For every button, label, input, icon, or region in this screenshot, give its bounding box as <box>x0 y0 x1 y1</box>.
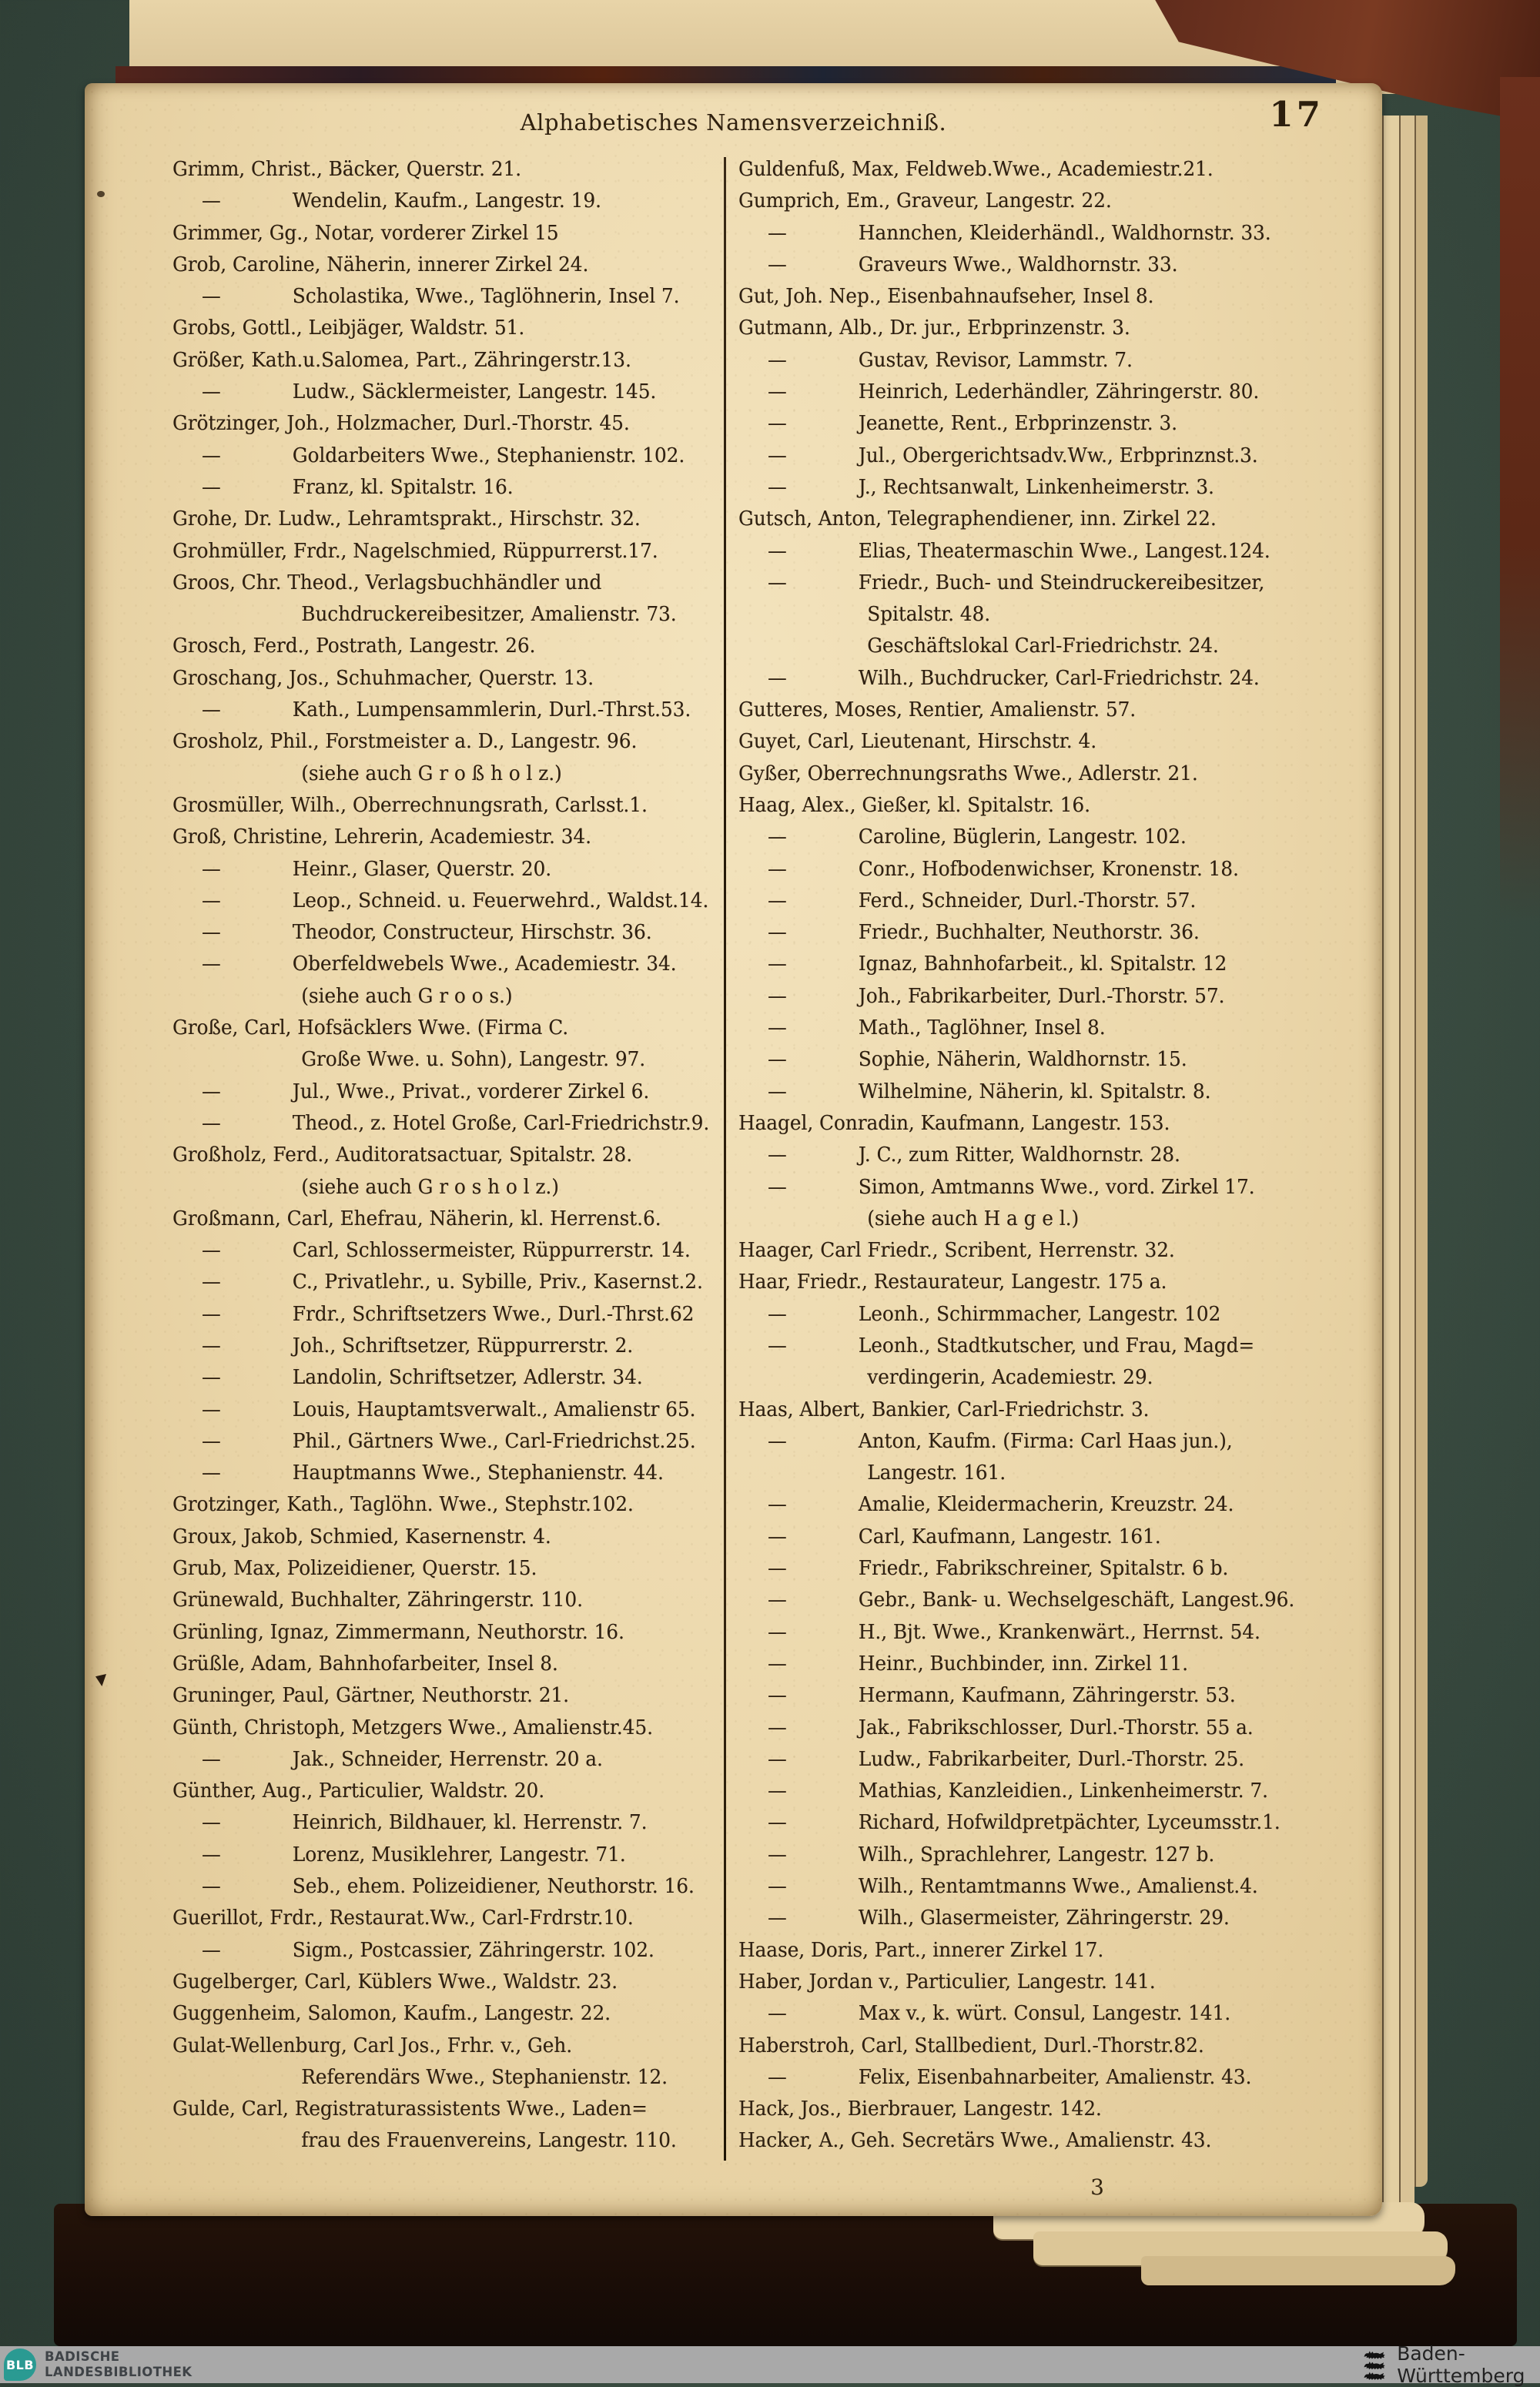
ditto-dash: — <box>202 1239 221 1263</box>
entry-line <box>738 2062 1328 2094</box>
ditto-dash: — <box>768 666 787 690</box>
entry-line <box>738 854 1328 886</box>
ditto-dash: — <box>202 1398 221 1421</box>
entry-line <box>172 1299 696 1331</box>
ditto-dash: — <box>768 1620 787 1644</box>
entry-line <box>738 345 1328 377</box>
entry-line <box>738 1840 1328 1871</box>
entry-text: Wendelin, Kaufm., Langestr. 19. <box>292 189 601 213</box>
entry-text: Wilh., Rentamtmanns Wwe., Amalienst.4. <box>858 1875 1258 1899</box>
entry-text: Jul., Wwe., Privat., vorderer Zirkel 6. <box>292 1080 650 1103</box>
entry-text: Ludw., Fabrikarbeiter, Durl.-Thorstr. 25. <box>858 1747 1245 1771</box>
entry-text: Franz, kl. Spitalstr. 16. <box>292 475 514 499</box>
ditto-dash: — <box>202 1334 221 1358</box>
entry-line: Haber, Jordan v., Particulier, Langestr. 141. <box>738 1970 1156 1994</box>
entries-column-left <box>172 154 724 2161</box>
entry-text: C., Privatlehr., u. Sybille, Priv., Kasernst.2. <box>292 1270 703 1294</box>
margin-mark <box>97 191 105 197</box>
entry-text: Friedr., Buch- und Steindruckereibesitzer, <box>858 571 1265 594</box>
entry-text: Heinrich, Bildhauer, kl. Herrenstr. 7. <box>292 1811 648 1835</box>
entry-line <box>172 1840 696 1871</box>
entry-text: Theod., z. Hotel Große, Carl-Friedrichstr.9. <box>292 1111 710 1135</box>
entry-line: Haar, Friedr., Restaurateur, Langestr. 175 a. <box>738 1270 1167 1294</box>
entry-line: verdingerin, Academiestr. 29. <box>867 1366 1153 1390</box>
ditto-dash: — <box>202 1875 221 1899</box>
entry-text: Hermann, Kaufmann, Zähringerstr. 53. <box>858 1684 1236 1708</box>
entry-text: Wilh., Sprachlehrer, Langestr. 127 b. <box>858 1843 1215 1866</box>
entry-line <box>738 1776 1328 1807</box>
entry-line: Grüßle, Adam, Bahnhofarbeiter, Insel 8. <box>172 1652 558 1676</box>
entry-line <box>738 1744 1328 1776</box>
entry-line <box>172 886 709 917</box>
ditto-dash: — <box>202 1270 221 1294</box>
entry-line: Haagel, Conradin, Kaufmann, Langestr. 153. <box>738 1111 1170 1135</box>
ditto-dash: — <box>768 571 787 594</box>
ditto-dash: — <box>202 1938 221 1962</box>
entry-text: Ferd., Schneider, Durl.-Thorstr. 57. <box>858 889 1197 912</box>
entry-line <box>738 1617 1328 1649</box>
entry-text: Elias, Theatermaschin Wwe., Langest.124. <box>858 539 1270 563</box>
entry-line: Grosholz, Phil., Forstmeister a. D., Langestr. 96. <box>172 730 638 754</box>
entry-line: Grob, Caroline, Näherin, innerer Zirkel 24. <box>172 253 589 276</box>
ditto-dash: — <box>202 380 221 404</box>
ditto-dash: — <box>768 1525 787 1548</box>
ditto-dash: — <box>768 1907 787 1930</box>
entry-line <box>172 1935 696 1967</box>
ditto-dash: — <box>768 1843 787 1866</box>
entry-line: Grotzinger, Kath., Taglöhn. Wwe., Stephstr.102. <box>172 1493 634 1517</box>
ditto-dash: — <box>768 2002 787 2026</box>
ditto-dash: — <box>768 1175 787 1199</box>
entry-line <box>172 1426 696 1458</box>
entry-text: Hannchen, Kleiderhändl., Waldhornstr. 33. <box>858 221 1271 245</box>
entry-line: Großholz, Ferd., Auditoratsactuar, Spitalstr. 28. <box>172 1143 633 1167</box>
entry-line <box>738 1871 1328 1903</box>
entry-text: Seb., ehem. Polizeidiener, Neuthorstr. 16. <box>292 1875 695 1899</box>
entry-line: Spitalstr. 48. <box>867 603 991 627</box>
entry-text: Louis, Hauptamtsverwalt., Amalienstr 65. <box>292 1398 696 1421</box>
entry-line <box>738 917 1328 949</box>
entry-line: Guldenfuß, Max, Feldweb.Wwe., Academiestr.21. <box>738 158 1214 181</box>
ditto-dash: — <box>768 921 787 945</box>
ditto-dash: — <box>202 285 221 309</box>
entry-line <box>738 1426 1328 1458</box>
entry-line <box>172 854 696 886</box>
ditto-dash: — <box>768 952 787 976</box>
entry-line: Gruninger, Paul, Gärtner, Neuthorstr. 21. <box>172 1684 569 1708</box>
entry-text: Simon, Amtmanns Wwe., vord. Zirkel 17. <box>858 1175 1255 1199</box>
scanned-page <box>85 83 1382 2216</box>
page-edge-strip <box>1414 116 1428 2187</box>
page-edge-strip <box>1399 116 1414 2219</box>
entry-text: Lorenz, Musiklehrer, Langestr. 71. <box>292 1843 626 1866</box>
entry-line: Gugelberger, Carl, Küblers Wwe., Waldstr. 23. <box>172 1970 618 1994</box>
entry-line: Gyßer, Oberrechnungsraths Wwe., Adlerstr. 21. <box>738 762 1198 785</box>
ditto-dash: — <box>768 1875 787 1899</box>
entry-line: Haager, Carl Friedr., Scribent, Herrenstr. 32. <box>738 1239 1175 1263</box>
entry-line <box>172 695 696 726</box>
entry-line: Grimmer, Gg., Notar, vorderer Zirkel 15 <box>172 221 559 245</box>
entry-text: Leonh., Schirmmacher, Langestr. 102 <box>858 1302 1221 1326</box>
entry-line: Groos, Chr. Theod., Verlagsbuchhändler und <box>172 571 602 594</box>
ditto-dash: — <box>202 1429 221 1453</box>
library-name-line2: LANDESBIBLIOTHEK <box>45 2365 192 2379</box>
entry-text: Ludw., Säcklermeister, Langestr. 145. <box>292 380 657 404</box>
entry-text: J., Rechtsanwalt, Linkenheimerstr. 3. <box>858 475 1214 499</box>
entry-line <box>172 1108 710 1140</box>
state-branding <box>1363 2342 1540 2387</box>
entry-text: Conr., Hofbodenwichser, Kronenstr. 18. <box>858 857 1239 881</box>
ditto-dash: — <box>768 253 787 276</box>
state-logo-label: Baden-Württemberg <box>1397 2342 1525 2387</box>
entry-line: Grimm, Christ., Bäcker, Querstr. 21. <box>172 158 522 181</box>
entry-text: Sigm., Postcassier, Zähringerstr. 102. <box>292 1938 654 1962</box>
ditto-dash: — <box>768 475 787 499</box>
ditto-dash: — <box>202 1111 221 1135</box>
entry-text: Carl, Schlossermeister, Rüppurrerstr. 14. <box>292 1239 691 1263</box>
entry-line: (siehe auch G r o s h o l z.) <box>301 1175 559 1199</box>
column-divider-rule <box>724 157 726 2161</box>
ditto-dash: — <box>768 1747 787 1771</box>
entry-line <box>738 1649 1328 1680</box>
entry-text: Joh., Fabrikarbeiter, Durl.-Thorstr. 57. <box>858 984 1225 1008</box>
ditto-dash: — <box>768 1143 787 1167</box>
ditto-dash: — <box>202 444 221 467</box>
ditto-dash: — <box>768 1716 787 1739</box>
entry-line <box>172 1807 696 1839</box>
page-corner-stack <box>1141 2256 1455 2285</box>
entry-line <box>738 408 1328 440</box>
entry-line: Guerillot, Frdr., Restaurat.Ww., Carl-Frdrstr.10. <box>172 1907 634 1930</box>
ditto-dash: — <box>768 1302 787 1326</box>
entry-text: Gustav, Revisor, Lammstr. 7. <box>858 348 1133 372</box>
entry-text: Theodor, Constructeur, Hirschstr. 36. <box>292 921 652 945</box>
entry-line: frau des Frauenvereins, Langestr. 110. <box>301 2129 677 2153</box>
entry-line <box>172 1076 696 1108</box>
ditto-dash: — <box>768 444 787 467</box>
entry-text: Wilh., Buchdrucker, Carl-Friedrichstr. 24. <box>858 666 1260 690</box>
entry-text: Max v., k. würt. Consul, Langestr. 141. <box>858 2002 1231 2026</box>
entry-text: Wilhelmine, Näherin, kl. Spitalstr. 8. <box>858 1080 1211 1103</box>
ditto-dash: — <box>202 921 221 945</box>
ditto-dash: — <box>202 857 221 881</box>
entry-line: Grünling, Ignaz, Zimmermann, Neuthorstr. 16. <box>172 1620 624 1644</box>
entry-text: Joh., Schriftsetzer, Rüppurrerstr. 2. <box>292 1334 634 1358</box>
entry-line: (siehe auch G r o ß h o l z.) <box>301 762 562 785</box>
ditto-dash: — <box>202 475 221 499</box>
entry-line <box>738 567 1328 599</box>
entry-text: Jak., Fabrikschlosser, Durl.-Thorstr. 55 a. <box>858 1716 1254 1739</box>
entry-line: Gulde, Carl, Registraturassistents Wwe., Laden= <box>172 2097 648 2121</box>
entry-line: Referendärs Wwe., Stephanienstr. 12. <box>301 2065 668 2089</box>
ditto-dash: — <box>768 1779 787 1803</box>
entry-line: Haase, Doris, Part., innerer Zirkel 17. <box>738 1938 1104 1962</box>
entry-text: Jeanette, Rent., Erbprinzenstr. 3. <box>858 412 1177 436</box>
entry-line: Günther, Aug., Particulier, Waldstr. 20. <box>172 1779 545 1803</box>
entry-line: Haas, Albert, Bankier, Carl-Friedrichstr. 3. <box>738 1398 1150 1421</box>
entry-line <box>172 949 696 980</box>
entry-line: Günth, Christoph, Metzgers Wwe., Amalienstr.45. <box>172 1716 653 1739</box>
entry-text: Heinrich, Lederhändler, Zähringerstr. 80. <box>858 380 1260 404</box>
entry-text: Goldarbeiters Wwe., Stephanienstr. 102. <box>292 444 685 467</box>
entry-line: Gutteres, Moses, Rentier, Amalienstr. 57. <box>738 698 1137 722</box>
entry-line <box>172 440 696 472</box>
entry-text: Phil., Gärtners Wwe., Carl-Friedrichst.25. <box>292 1429 696 1453</box>
ditto-dash: — <box>202 1302 221 1326</box>
page-title: Alphabetisches Namensverzeichniß. <box>520 109 947 136</box>
entry-columns <box>172 154 1359 2161</box>
entry-line: Geschäftslokal Carl-Friedrichstr. 24. <box>867 634 1219 658</box>
entry-line <box>738 536 1328 567</box>
entry-line <box>738 1807 1328 1839</box>
entry-line: Groß, Christine, Lehrerin, Academiestr. 34. <box>172 825 591 849</box>
ditto-dash: — <box>768 1811 787 1835</box>
entry-text: Leop., Schneid. u. Feuerwehrd., Waldst.14. <box>292 889 709 912</box>
entry-line <box>738 377 1328 408</box>
entry-text: Heinr., Buchbinder, inn. Zirkel 11. <box>858 1652 1188 1676</box>
ditto-dash: — <box>768 984 787 1008</box>
entry-line: Grobs, Gottl., Leibjäger, Waldstr. 51. <box>172 316 525 340</box>
entry-text: Caroline, Büglerin, Langestr. 102. <box>858 825 1187 849</box>
ditto-dash: — <box>768 1493 787 1517</box>
ditto-dash: — <box>768 380 787 404</box>
library-name-line1: BADISCHE <box>45 2349 120 2364</box>
ditto-dash: — <box>768 412 787 436</box>
entry-line: Gumprich, Em., Graveur, Langestr. 22. <box>738 189 1112 213</box>
entry-text: Leonh., Stadtkutscher, und Frau, Magd= <box>858 1334 1255 1358</box>
entry-line: Groux, Jakob, Schmied, Kasernenstr. 4. <box>172 1525 551 1548</box>
entry-line <box>172 917 696 949</box>
entries-column-right <box>738 154 1359 2161</box>
ditto-dash: — <box>768 1016 787 1040</box>
entry-text: Gebr., Bank- u. Wechselgeschäft, Langest.96. <box>858 1589 1295 1612</box>
entry-text: Mathias, Kanzleidien., Linkenheimerstr. 7. <box>858 1779 1268 1803</box>
ditto-dash: — <box>768 1684 787 1708</box>
entry-text: Oberfeldwebels Wwe., Academiestr. 34. <box>292 952 677 976</box>
page-number: 17 <box>1269 94 1324 135</box>
ditto-dash: — <box>768 1652 787 1676</box>
ditto-dash: — <box>202 1811 221 1835</box>
entry-line: Grötzinger, Joh., Holzmacher, Durl.-Thorstr. 45. <box>172 412 630 436</box>
page-edge-strip <box>1382 116 1399 2215</box>
ditto-dash: — <box>202 889 221 912</box>
entry-text: Friedr., Buchhalter, Neuthorstr. 36. <box>858 921 1200 945</box>
ditto-dash: — <box>768 2065 787 2089</box>
entry-line <box>738 1585 1328 1616</box>
blb-logo-icon: BLB <box>4 2348 36 2381</box>
entry-line <box>738 1489 1328 1521</box>
entry-line: Guggenheim, Salomon, Kaufm., Langestr. 22. <box>172 2002 611 2026</box>
entry-text: Anton, Kaufm. (Firma: Carl Haas jun.), <box>858 1429 1233 1453</box>
ditto-dash: — <box>768 1589 787 1612</box>
entry-text: Jul., Obergerichtsadv.Ww., Erbprinznst.3. <box>858 444 1258 467</box>
entry-line: Hack, Jos., Bierbrauer, Langestr. 142. <box>738 2097 1102 2121</box>
entry-text: Scholastika, Wwe., Taglöhnerin, Insel 7. <box>292 285 680 309</box>
entry-line: Buchdruckereibesitzer, Amalienstr. 73. <box>301 603 677 627</box>
entry-text: H., Bjt. Wwe., Krankenwärt., Herrnst. 54. <box>858 1620 1260 1644</box>
entry-line: Grub, Max, Polizeidiener, Querstr. 15. <box>172 1557 537 1581</box>
entry-text: Kath., Lumpensammlerin, Durl.-Thrst.53. <box>292 698 691 722</box>
ditto-dash: — <box>202 1461 221 1485</box>
entry-line <box>172 186 696 217</box>
entry-line <box>738 1172 1328 1204</box>
entry-line: Langestr. 161. <box>867 1461 1006 1485</box>
entry-line <box>172 1744 696 1776</box>
ditto-dash: — <box>768 825 787 849</box>
entry-line <box>172 1267 703 1298</box>
entry-line: (siehe auch G r o o s.) <box>301 984 513 1008</box>
entry-line: Gutsch, Anton, Telegraphendiener, inn. Zirkel 22. <box>738 507 1217 531</box>
entry-text: Sophie, Näherin, Waldhornstr. 15. <box>858 1048 1187 1072</box>
entry-line: Guyet, Carl, Lieutenant, Hirschstr. 4. <box>738 730 1097 754</box>
entry-line: Große, Carl, Hofsäcklers Wwe. (Firma C. <box>172 1016 569 1040</box>
entry-line <box>738 1998 1328 2030</box>
entry-line: Großmann, Carl, Ehefrau, Näherin, kl. Herrenst.6. <box>172 1207 661 1230</box>
entry-line <box>172 1394 696 1426</box>
bw-lions-icon <box>1363 2348 1388 2382</box>
library-footer-bar <box>0 2342 1540 2387</box>
entry-line <box>738 1044 1328 1076</box>
entry-line <box>738 886 1328 917</box>
entry-line: Gulat-Wellenburg, Carl Jos., Frhr. v., Geh. <box>172 2034 573 2057</box>
margin-mark <box>95 1674 106 1686</box>
ditto-dash: — <box>768 1429 787 1453</box>
entry-line <box>738 1331 1328 1362</box>
entry-line <box>172 1235 696 1267</box>
entry-line <box>738 1680 1328 1712</box>
entry-text: Wilh., Glasermeister, Zähringerstr. 29. <box>858 1907 1230 1930</box>
entry-text: Graveurs Wwe., Waldhornstr. 33. <box>858 253 1178 276</box>
entry-line <box>172 1871 696 1903</box>
entry-line: Grohe, Dr. Ludw., Lehramtsprakt., Hirschstr. 32. <box>172 507 641 531</box>
entry-text: Felix, Eisenbahnarbeiter, Amalienstr. 43. <box>858 2065 1252 2089</box>
entry-text: Carl, Kaufmann, Langestr. 161. <box>858 1525 1161 1548</box>
entry-line: Grosch, Ferd., Postrath, Langestr. 26. <box>172 634 536 658</box>
entry-line: Groschang, Jos., Schuhmacher, Querstr. 13. <box>172 666 594 690</box>
ditto-dash: — <box>768 1334 787 1358</box>
entry-line <box>738 249 1328 281</box>
entry-line <box>738 1140 1328 1171</box>
ditto-dash: — <box>768 1557 787 1581</box>
ditto-dash: — <box>202 1366 221 1390</box>
entry-text: Richard, Hofwildpretpächter, Lyceumsstr.1. <box>858 1811 1281 1835</box>
entry-line <box>738 1553 1328 1585</box>
ditto-dash: — <box>768 348 787 372</box>
entry-line <box>738 663 1328 695</box>
entry-text: Friedr., Fabrikschreiner, Spitalstr. 6 b. <box>858 1557 1229 1581</box>
entry-line <box>738 1712 1328 1744</box>
entry-line: Haberstroh, Carl, Stallbedient, Durl.-Thorstr.82. <box>738 2034 1204 2057</box>
entry-text: Hauptmanns Wwe., Stephanienstr. 44. <box>292 1461 664 1485</box>
entry-line <box>738 218 1328 249</box>
ditto-dash: — <box>202 1080 221 1103</box>
ditto-dash: — <box>202 1843 221 1866</box>
entry-line <box>738 1299 1328 1331</box>
entry-line <box>738 472 1328 504</box>
ditto-dash: — <box>768 221 787 245</box>
entry-line: (siehe auch H a g e l.) <box>867 1207 1080 1230</box>
entry-line <box>738 1076 1328 1108</box>
entry-line <box>172 1362 696 1394</box>
entry-line <box>738 949 1328 980</box>
entry-text: Math., Taglöhner, Insel 8. <box>858 1016 1106 1040</box>
entry-line <box>738 1903 1328 1934</box>
ditto-dash: — <box>202 189 221 213</box>
entry-line <box>172 1331 696 1362</box>
entry-line: Hacker, A., Geh. Secretärs Wwe., Amalienstr. 43. <box>738 2129 1212 2153</box>
entry-line: Grosmüller, Wilh., Oberrechnungsrath, Carlsst.1. <box>172 793 648 817</box>
entry-line: Haag, Alex., Gießer, kl. Spitalstr. 16. <box>738 793 1090 817</box>
entry-line: Grohmüller, Frdr., Nagelschmied, Rüppurrerst.17. <box>172 539 658 563</box>
ditto-dash: — <box>768 889 787 912</box>
signature-mark: 3 <box>1090 2174 1104 2200</box>
ditto-dash: — <box>202 1747 221 1771</box>
entry-line <box>172 377 696 408</box>
ditto-dash: — <box>202 698 221 722</box>
entry-text: J. C., zum Ritter, Waldhornstr. 28. <box>858 1143 1180 1167</box>
book-top-edge <box>116 66 1336 83</box>
entry-line: Größer, Kath.u.Salomea, Part., Zähringerstr.13. <box>172 348 631 372</box>
entry-text: Landolin, Schriftsetzer, Adlerstr. 34. <box>292 1366 643 1390</box>
entry-line: Gut, Joh. Nep., Eisenbahnaufseher, Insel 8. <box>738 285 1154 309</box>
library-name <box>45 2349 192 2380</box>
entry-line <box>172 281 696 313</box>
entry-line <box>738 822 1328 853</box>
entry-line <box>738 1013 1328 1044</box>
ditto-dash: — <box>202 952 221 976</box>
entry-line: Große Wwe. u. Sohn), Langestr. 97. <box>301 1048 646 1072</box>
entry-text: Heinr., Glaser, Querstr. 20. <box>292 857 552 881</box>
entry-text: Frdr., Schriftsetzers Wwe., Durl.-Thrst.62 <box>292 1302 695 1326</box>
ditto-dash: — <box>768 539 787 563</box>
ditto-dash: — <box>768 1048 787 1072</box>
entry-line <box>738 1522 1328 1553</box>
entry-text: Ignaz, Bahnhofarbeit., kl. Spitalstr. 12 <box>858 952 1227 976</box>
entry-line: Grünewald, Buchhalter, Zähringerstr. 110. <box>172 1589 583 1612</box>
entry-line <box>738 981 1328 1013</box>
entry-line <box>738 440 1328 472</box>
ditto-dash: — <box>768 1080 787 1103</box>
entry-text: Jak., Schneider, Herrenstr. 20 a. <box>292 1747 603 1771</box>
entry-line <box>172 1458 696 1489</box>
entry-text: Amalie, Kleidermacherin, Kreuzstr. 24. <box>858 1493 1234 1517</box>
entry-line <box>172 472 696 504</box>
entry-line: Gutmann, Alb., Dr. jur., Erbprinzenstr. 3. <box>738 316 1130 340</box>
book-cover-edge <box>1500 77 1540 924</box>
ditto-dash: — <box>768 857 787 881</box>
